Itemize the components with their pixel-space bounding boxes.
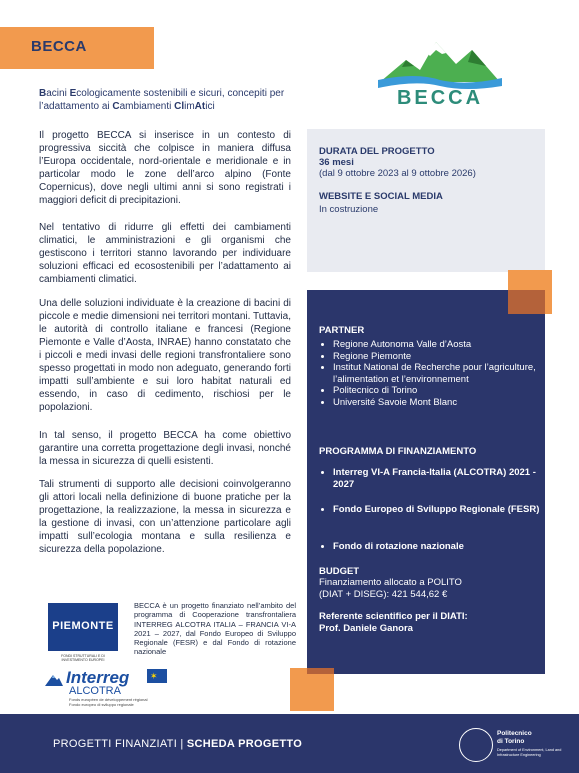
orange-accent-bottom — [290, 668, 334, 711]
duration-value: 36 mesi — [319, 157, 354, 168]
funding-heading: PROGRAMMA DI FINANZIAMENTO — [319, 446, 477, 457]
funding-list-2 — [319, 504, 543, 516]
list-item: • Regione Piemonte — [333, 351, 543, 363]
partner-list — [319, 339, 543, 408]
body-paragraph-3: Una delle soluzioni individuate è la creazione di bacini di piccole e medie dimensioni nei territori montani. Tuttavia, le autorità di controllo italiane e francesi (Regione Piemonte e Valle d’Aosta, INRAE) hanno constatato che i piccoli e medi invasi delle regioni transfrontaliere sono spesso progettati in modo non adeguato, generando forti impatti sull’ambiente e sui loro habitat naturali ed essendo, in caso di cedimento, rischiosi per le popolazioni. — [39, 298, 291, 413]
list-item: • Interreg VI-A Francia-Italia (ALCOTRA) 2021 - 2027 — [333, 467, 543, 491]
referent-name: Prof. Daniele Ganora — [319, 623, 413, 634]
budget-line-2: (DIAT + DISEG): 421 544,62 € — [319, 589, 448, 600]
funding-note: BECCA è un progetto finanziato nell’ambito del programma di Cooperazione transfrontaliera INTERREG ALCOTRA ITALIA – FRANCIA VI-A 2021 – 2027, dal Fondo Europeo di Sviluppo Regionale (FESR) e dal Fondo di rotazione nazionale — [134, 601, 296, 657]
list-item: • Institut National de Recherche pour l’agriculture, l’alimentation et l’environnement — [333, 362, 543, 385]
budget-line-1: Finanziamento allocato a POLITO — [319, 577, 462, 588]
polito-department: Department of Environment, Land and Infrastructure Engineering — [497, 748, 562, 757]
piemonte-logo-text: PIEMONTE — [52, 620, 114, 632]
budget-heading: BUDGET — [319, 566, 360, 577]
list-item: • Regione Autonoma Valle d’Aosta — [333, 339, 543, 351]
referent-heading: Referente scientifico per il DIATI: — [319, 611, 468, 622]
partner-heading: PARTNER — [319, 325, 365, 336]
acronym-line-2: l’adattamento ai Cambiamenti ClimAtici — [39, 101, 215, 112]
list-item: • Université Savoie Mont Blanc — [333, 397, 543, 409]
alcotra-mountain-icon — [44, 669, 64, 689]
acronym-line-1: Bacini Ecologicamente sostenibili e sicuri, concepiti per — [39, 88, 285, 99]
page-title: BECCA — [31, 38, 87, 55]
list-item: • Politecnico di Torino — [333, 385, 543, 397]
logo-wordmark: BECCA — [396, 87, 484, 109]
acronym-subtitle — [39, 87, 339, 113]
polito-seal-icon — [459, 728, 493, 762]
duration-heading: DURATA DEL PROGETTO — [319, 146, 435, 157]
body-paragraph-1: Il progetto BECCA si inserisce in un contesto di progressiva siccità che colpisce in maniera diffusa l’Europa occidentale, nord-orientale e meridionale e in particolar modo le zone dell’arco alpino (Fonte Copernicus), dove negli ultimi anni si sono registrati i maggiori deficit di precipitazioni. — [39, 130, 291, 206]
funding-list-3 — [319, 541, 543, 553]
body-paragraph-2: Nel tentativo di ridurre gli effetti dei cambiamenti climatici, le amministrazioni e gli organismi che gestiscono i territori stanno lavorando per individuare soluzioni efficaci ed ecosostenibili per l’adattamento ai cambiamenti climatici. — [39, 222, 291, 285]
list-item: • Fondo Europeo di Sviluppo Regionale (FESR) — [333, 504, 543, 516]
list-item: • Fondo di rotazione nazionale — [333, 541, 543, 553]
website-value: In costruzione — [319, 204, 379, 215]
funding-list-1 — [319, 467, 543, 491]
website-heading: WEBSITE E SOCIAL MEDIA — [319, 191, 443, 202]
orange-accent-bottom-overlap — [307, 668, 334, 674]
piemonte-logo-sub: FONDI STRUTTURALI E DI INVESTIMENTO EUROPEI — [61, 654, 105, 662]
body-paragraph-5: Tali strumenti di supporto alle decisioni coinvolgeranno gli attori locali nella definizione di buone pratiche per la progettazione, la realizzazione, la messa in sicurezza e la gestione di invasi, con un’attenzione particolare agli impatti sull’ecologia montana e sulla resilienza e sicurezza della popolazione. — [39, 479, 291, 555]
body-paragraph-4: In tal senso, il progetto BECCA ha come obiettivo garantire una corretta progettazione degli invasi, nonché la messa in sicurezza di quelli esistenti. — [39, 430, 291, 467]
alcotra-logo-text: ALCOTRA — [69, 685, 121, 697]
eu-stars-icon: ✶ — [150, 671, 158, 681]
polito-name: Politecnico di Torino — [497, 730, 532, 745]
alcotra-logo-sub: Fonds européen de développement régional Fondo europeo di sviluppo regionale — [69, 697, 148, 707]
orange-accent-overlap — [508, 290, 545, 314]
duration-dates: (dal 9 ottobre 2023 al 9 ottobre 2026) — [319, 168, 476, 179]
interreg-logo-text: Interreg — [66, 668, 130, 687]
footer-label: PROGETTI FINANZIATI | SCHEDA PROGETTO — [53, 738, 303, 750]
